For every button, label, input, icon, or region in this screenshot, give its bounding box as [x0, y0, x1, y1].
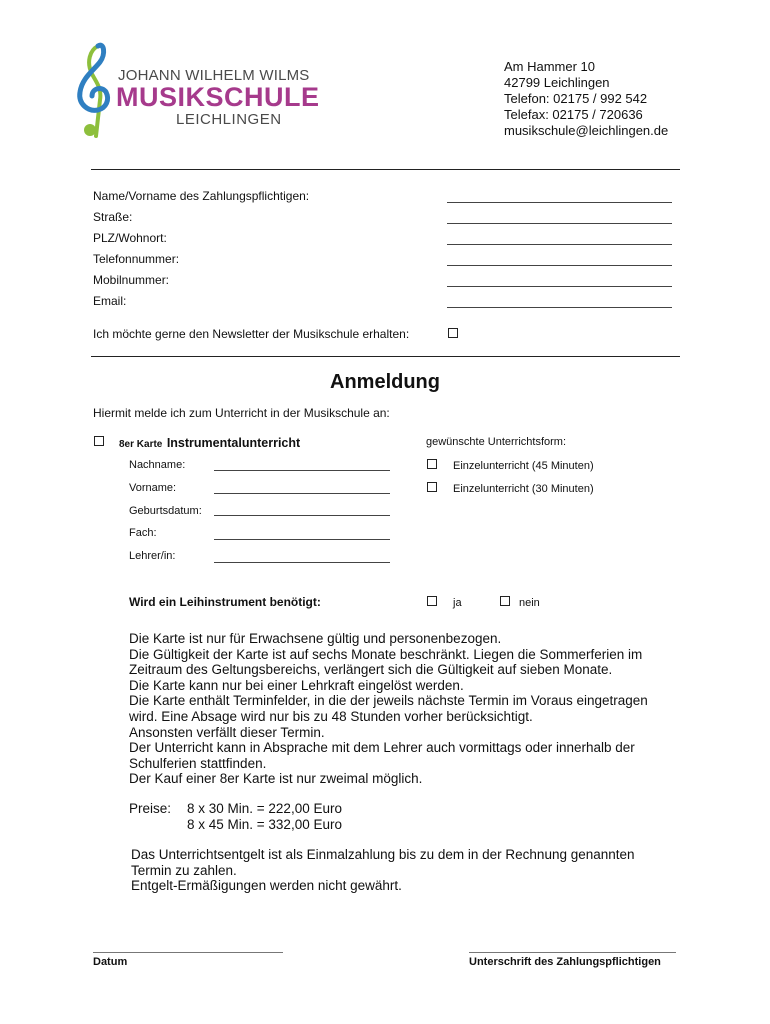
logo-line-1: JOHANN WILHELM WILMS: [118, 67, 310, 84]
terms-line: Die Karte kann nur bei einer Lehrkraft eingelöst werden.: [129, 677, 464, 693]
student-firstname-field[interactable]: [214, 493, 390, 494]
payer-email-field[interactable]: [447, 307, 672, 308]
address-city: 42799 Leichlingen: [504, 75, 610, 90]
rental-yes-label: ja: [453, 597, 462, 609]
address-email[interactable]: musikschule@leichlingen.de: [504, 123, 669, 138]
card-checkbox[interactable]: [94, 436, 104, 446]
student-subject-field[interactable]: [214, 539, 390, 540]
payer-street-field[interactable]: [447, 223, 672, 224]
rental-no-label: nein: [519, 597, 540, 609]
terms-text: [129, 631, 689, 787]
terms-line: Die Gültigkeit der Karte ist auf sechs Monate beschränkt. Liegen die Sommerferien im: [129, 646, 643, 662]
terms-line: Die Karte ist nur für Erwachsene gültig und personenbezogen.: [129, 631, 502, 646]
price-line-2: 8 x 45 Min. = 332,00 Euro: [187, 817, 342, 832]
payment-line: Das Unterrichtsentgelt ist als Einmalzahlung bis zu dem in der Rechnung genannten: [131, 847, 635, 862]
payment-line: Entgelt-Ermäßigungen werden nicht gewährt.: [131, 878, 402, 894]
logo-line-3: LEICHLINGEN: [176, 111, 282, 128]
page-title: Anmeldung: [330, 371, 440, 393]
terms-line: Die Karte enthält Terminfelder, in die der jeweils nächste Termin im Voraus eingetragen: [129, 693, 648, 709]
terms-line: Der Kauf einer 8er Karte ist nur zweimal möglich.: [129, 771, 423, 787]
lesson-45-label: Einzelunterricht (45 Minuten): [453, 460, 594, 472]
payer-email-label: Email:: [93, 294, 127, 308]
lesson-form-heading: gewünschte Unterrichtsform:: [426, 436, 566, 448]
payer-city-field[interactable]: [447, 244, 672, 245]
terms-line: Zeitraum des Geltungsbereichs, verlängert sich die Gültigkeit auf sieben Monate.: [129, 662, 613, 678]
student-lastname-label: Nachname:: [129, 459, 186, 471]
top-divider: [91, 169, 680, 170]
card-title: [119, 434, 300, 452]
card-name: Instrumentalunterricht: [166, 436, 301, 450]
payment-line: Termin zu zahlen.: [131, 862, 237, 878]
student-firstname-label: Vorname:: [129, 482, 177, 494]
payer-name-label: Name/Vorname des Zahlungspflichtigen:: [93, 189, 310, 203]
payer-street-label: Straße:: [93, 210, 133, 224]
student-teacher-label: Lehrer/in:: [129, 550, 176, 562]
terms-line: Ansonsten verfällt dieser Termin.: [129, 724, 325, 740]
logo-line-2: MUSIKSCHULE: [116, 82, 320, 112]
address-street: Am Hammer 10: [504, 59, 596, 74]
payer-mobile-field[interactable]: [447, 286, 672, 287]
payer-city-label: PLZ/Wohnort:: [93, 231, 167, 245]
student-birthdate-field[interactable]: [214, 515, 390, 516]
price-line-1: 8 x 30 Min. = 222,00 Euro: [187, 801, 342, 816]
date-label: Datum: [93, 956, 128, 968]
terms-line: wird. Eine Absage wird nur bis zu 48 Stunden vorher berücksichtigt.: [129, 708, 533, 724]
payer-phone-field[interactable]: [447, 265, 672, 266]
student-subject-label: Fach:: [129, 527, 157, 539]
date-line[interactable]: [93, 952, 283, 953]
lesson-30-checkbox[interactable]: [427, 482, 437, 492]
payer-mobile-label: Mobilnummer:: [93, 273, 170, 287]
rental-question: Wird ein Leihinstrument benötigt:: [129, 595, 321, 609]
intro-text: Hiermit melde ich zum Unterricht in der Musikschule an:: [93, 406, 390, 420]
address-fax: Telefax: 02175 / 720636: [504, 107, 643, 122]
signature-label: Unterschrift des Zahlungspflichtigen: [469, 956, 661, 968]
student-birthdate-label: Geburtsdatum:: [129, 505, 202, 517]
rental-no-checkbox[interactable]: [500, 596, 510, 606]
terms-line: Der Unterricht kann in Absprache mit dem Lehrer auch vormittags oder innerhalb der: [129, 740, 635, 756]
newsletter-label: Ich möchte gerne den Newsletter der Musikschule erhalten:: [93, 327, 410, 341]
lesson-45-checkbox[interactable]: [427, 459, 437, 469]
address-phone: Telefon: 02175 / 992 542: [504, 91, 648, 106]
card-prefix: 8er Karte: [119, 439, 163, 450]
prices-label: Preise:: [129, 801, 172, 816]
rental-yes-checkbox[interactable]: [427, 596, 437, 606]
student-teacher-field[interactable]: [214, 562, 390, 563]
student-lastname-field[interactable]: [214, 470, 390, 471]
lesson-30-label: Einzelunterricht (30 Minuten): [453, 483, 594, 495]
newsletter-checkbox[interactable]: [448, 328, 458, 338]
payer-phone-label: Telefonnummer:: [93, 252, 180, 266]
payment-text: [131, 847, 635, 894]
school-address: [504, 59, 668, 139]
terms-line: Schulferien stattfinden.: [129, 755, 267, 771]
payer-name-field[interactable]: [447, 202, 672, 203]
signature-line[interactable]: [469, 952, 676, 953]
middle-divider: [91, 356, 680, 357]
